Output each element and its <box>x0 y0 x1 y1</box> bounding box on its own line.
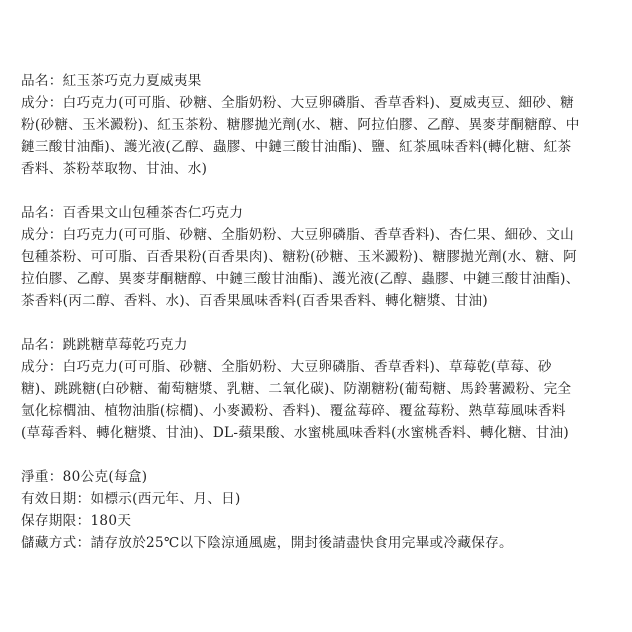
product-label-document <box>21 70 621 554</box>
product-name-line: 品名：紅玉茶巧克力夏威夷果 <box>21 73 202 89</box>
product-section-1 <box>21 70 621 180</box>
ingredients-line: 香料、茶粉萃取物、甘油、水) <box>21 161 208 177</box>
ingredients-line: 包種茶粉、可可脂、百香果粉(百香果肉)、糖粉(砂糖、玉米澱粉)、糖膠拋光劑(水、糖、阿 <box>21 249 577 265</box>
ingredients-line: 氫化棕櫚油、植物油脂(棕櫚)、小麥澱粉、香料)、覆盆莓碎、覆盆莓粉、熟草莓風味香料 <box>21 403 566 419</box>
product-section-2 <box>21 202 621 312</box>
shelf-life-line: 保存期限：180天 <box>21 513 132 529</box>
ingredients-line: 粉(砂糖、玉米澱粉)、紅玉茶粉、糖膠拋光劑(水、糖、阿拉伯膠、乙醇、異麥芽酮糖醇、中 <box>21 117 580 133</box>
product-info-section <box>21 466 621 554</box>
ingredients-line: (草莓香料、轉化糖漿、甘油)、DL-蘋果酸、水蜜桃風味香料(水蜜桃香料、轉化糖、甘油) <box>21 425 570 441</box>
ingredients-line: 成分：白巧克力(可可脂、砂糖、全脂奶粉、大豆卵磷脂、香草香料)、夏威夷豆、細砂、糖 <box>21 95 575 111</box>
ingredients-line: 拉伯膠、乙醇、異麥芽酮糖醇、中鏈三酸甘油酯)、護光液(乙醇、蟲膠、中鏈三酸甘油酯)、 <box>21 271 580 287</box>
storage-line: 儲藏方式：請存放於25℃以下陰涼通風處，開封後請盡快食用完畢或冷藏保存。 <box>21 535 513 551</box>
expiry-date-line: 有效日期：如標示(西元年、月、日) <box>21 491 241 507</box>
section-spacer <box>21 312 621 334</box>
ingredients-line: 鏈三酸甘油酯)、護光液(乙醇、蟲膠、中鏈三酸甘油酯)、鹽、紅茶風味香料(轉化糖、紅茶 <box>21 139 572 155</box>
product-name-line: 品名：跳跳糖草莓乾巧克力 <box>21 337 188 353</box>
section-spacer <box>21 180 621 202</box>
ingredients-line: 成分：白巧克力(可可脂、砂糖、全脂奶粉、大豆卵磷脂、香草香料)、杏仁果、細砂、文山 <box>21 227 575 243</box>
product-name-line: 品名：百香果文山包種茶杏仁巧克力 <box>21 205 244 221</box>
product-section-3 <box>21 334 621 444</box>
section-spacer <box>21 444 621 466</box>
ingredients-line: 成分：白巧克力(可可脂、砂糖、全脂奶粉、大豆卵磷脂、香草香料)、草莓乾(草莓、砂 <box>21 359 552 375</box>
net-weight-line: 淨重：80公克(每盒) <box>21 469 148 485</box>
ingredients-line: 茶香料(丙二醇、香料、水)、百香果風味香料(百香果香料、轉化糖漿、甘油) <box>21 293 489 309</box>
ingredients-line: 糖)、跳跳糖(白砂糖、葡萄糖漿、乳糖、二氧化碳)、防潮糖粉(葡萄糖、馬鈴薯澱粉、完全 <box>21 381 572 397</box>
